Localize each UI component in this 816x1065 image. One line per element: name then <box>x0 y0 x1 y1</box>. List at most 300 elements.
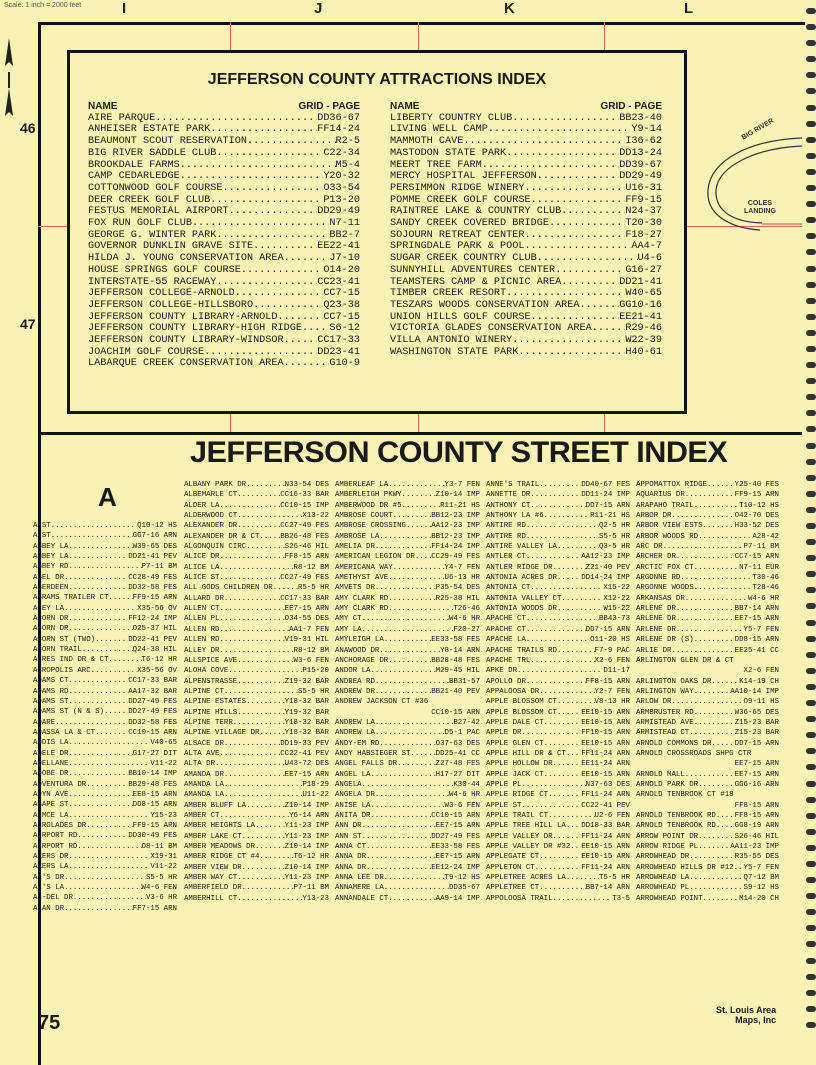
leader-dots <box>694 563 739 573</box>
leader-dots <box>64 883 141 893</box>
binding-ring <box>806 137 816 143</box>
entry-grid-ref: Y18-32 BAR <box>284 729 329 738</box>
index-entry <box>88 148 360 160</box>
entry-name: A ST <box>33 522 51 530</box>
index-entry <box>335 894 480 904</box>
index-entry <box>184 759 329 769</box>
entry-grid-ref: P18-29 <box>302 780 329 789</box>
index-entry <box>390 347 662 359</box>
entry-grid-ref: T26-46 <box>453 605 480 614</box>
index-entry <box>184 490 329 500</box>
leader-dots <box>557 697 595 707</box>
index-entry <box>636 883 779 893</box>
leader-dots <box>555 265 625 277</box>
entry-name: JEFFERSON COLLEGE-HILLSBORO <box>88 299 254 311</box>
entry-grid-ref: G10-9 <box>329 358 360 370</box>
entry-name: APPLE JACK CT <box>486 770 544 779</box>
entry-grid-ref: FF11-24 ARN <box>581 791 630 800</box>
entry-name: ARGONNE WOODS <box>636 584 694 593</box>
entry-grid-ref: BB23-40 <box>619 112 662 124</box>
entry-grid-ref: FF7-15 ARN <box>132 904 177 913</box>
leader-dots <box>68 769 128 779</box>
leader-dots <box>525 183 626 195</box>
index-entry <box>184 801 329 811</box>
entry-grid-ref: EE33-58 FES <box>431 843 480 852</box>
entry-name: POMME CREEK GOLF COURSE <box>390 194 531 206</box>
entry-name: ARLINGTON OAKS DR <box>636 677 712 686</box>
entry-grid-ref: EE22-41 <box>317 241 360 253</box>
leader-dots <box>366 842 431 852</box>
entry-grid-ref: P15-20 <box>302 667 329 676</box>
binding-ring <box>806 282 816 288</box>
entry-name: APACHE LA <box>486 636 526 645</box>
entry-name: APPALOOSA DR <box>486 687 540 696</box>
index-entry <box>33 862 177 872</box>
leader-dots <box>671 697 743 707</box>
entry-name: ANNE'S TRAIL <box>486 481 540 489</box>
leader-dots <box>397 759 436 769</box>
leader-dots <box>246 697 285 707</box>
index-entry <box>390 218 662 230</box>
publisher-credit: St. Louis Area Maps, Inc <box>716 1005 777 1025</box>
entry-grid-ref: FF9-15 <box>625 194 662 206</box>
binding-ring <box>806 829 816 835</box>
entry-grid-ref: Y11-23 IMP <box>284 832 329 841</box>
entry-name: VILLA ANTONIO WINERY <box>390 335 513 347</box>
entry-grid-ref: CC17-33 <box>317 335 360 347</box>
entry-name: ARLENE DR <box>636 605 676 614</box>
leader-dots <box>393 511 432 521</box>
entry-grid-ref: AA12-23 IMP <box>581 553 630 562</box>
entry-grid-ref: DD36-67 <box>317 112 360 124</box>
entry-name: ANNA DR <box>335 853 367 862</box>
entry-grid-ref: O33-54 <box>323 182 360 194</box>
leader-dots <box>388 594 435 604</box>
leader-dots <box>284 253 330 265</box>
entry-name: ALLARD DR <box>184 594 224 603</box>
index-entry <box>390 230 662 242</box>
entry-grid-ref: R11-21 HS <box>590 512 630 521</box>
leader-dots <box>68 552 128 562</box>
index-entry <box>335 883 480 893</box>
entry-grid-ref: O37-63 DES <box>435 739 480 748</box>
entry-name: MERCY HOSPITAL JEFFERSON <box>390 171 537 183</box>
entry-name: FESTUS MEMORIAL AIRPORT <box>88 206 229 218</box>
entry-grid-ref: X15-22 <box>603 584 630 593</box>
entry-name: ANTONIA CT <box>486 584 531 593</box>
entry-grid-ref: F7-9 PAC <box>594 646 630 655</box>
index-entry <box>88 136 360 148</box>
entry-name: ANTIRE VALLEY LA <box>486 543 557 552</box>
entry-grid-ref: GG6-16 ARN <box>734 780 779 789</box>
entry-name: ARMISTEAD AVE <box>636 718 694 727</box>
leader-dots <box>64 873 146 883</box>
entry-grid-ref: N33-54 DES <box>284 481 329 489</box>
leader-dots <box>537 253 638 265</box>
index-entry <box>486 604 630 614</box>
index-entry <box>335 863 480 873</box>
entry-name: ANTLER CT <box>486 553 526 562</box>
leader-dots <box>549 218 625 230</box>
grid-column-letter: L <box>684 0 694 17</box>
entry-grid-ref: O8-11 BM <box>141 842 177 851</box>
entry-name: ABBEY RD <box>33 563 69 572</box>
entry-grid-ref: T30-46 <box>752 574 779 583</box>
leader-dots <box>703 521 735 531</box>
entry-name: ANISE LA <box>335 801 371 810</box>
index-entry <box>184 573 329 583</box>
entry-grid-ref: GG7-16 ARN <box>132 532 177 541</box>
entry-grid-ref: EE7-15 ARN <box>284 605 329 614</box>
index-entry <box>88 288 360 300</box>
index-entry <box>335 635 480 645</box>
entry-name: AMBER HEIGHTS LA <box>184 822 255 831</box>
entry-name: ANN DR <box>335 822 362 831</box>
entry-grid-ref: DD11-24 IMP <box>581 491 630 500</box>
entry-grid-ref: FF9-15 ARN <box>132 594 177 603</box>
leader-dots <box>521 780 585 790</box>
entry-grid-ref: DD27-49 FES <box>431 832 480 841</box>
leader-dots <box>366 863 431 873</box>
leader-dots <box>64 573 128 583</box>
leader-dots <box>526 614 599 624</box>
entry-name: ALGONQUIN CIRC <box>184 543 247 552</box>
leader-dots <box>255 821 285 831</box>
entry-grid-ref: CC7-15 <box>323 311 360 323</box>
entry-name: AIRGLADES DR <box>33 821 87 830</box>
entry-name: RAINTREE LAKE & COUNTRY CLUB <box>390 206 562 218</box>
leader-dots <box>521 728 581 738</box>
leader-dots <box>393 563 445 573</box>
index-entry <box>636 501 779 511</box>
index-entry <box>335 852 480 862</box>
entry-name: ANCHORAGE DR <box>335 656 389 665</box>
index-entry <box>390 323 662 335</box>
entry-grid-ref: DD29-49 <box>619 171 662 183</box>
entry-grid-ref: T6-12 HR <box>141 656 177 665</box>
binding-ring <box>806 652 816 658</box>
entry-name: ADYN AVE <box>33 790 69 799</box>
name-header: NAME <box>88 101 118 112</box>
leader-dots <box>335 708 431 718</box>
entry-grid-ref: C22-34 <box>323 147 360 159</box>
entry-grid-ref: BB43-73 <box>598 615 630 624</box>
index-entry <box>335 821 480 831</box>
entry-name: ARROW POINT DR <box>636 832 699 841</box>
entry-grid-ref: W4-6 FEN <box>141 884 177 893</box>
index-entry <box>636 842 779 852</box>
entry-grid-ref: S26-46 HIL <box>734 832 779 841</box>
leader-dots <box>77 842 141 852</box>
leader-dots <box>273 583 298 593</box>
index-entry <box>335 625 480 635</box>
entry-grid-ref: CC27-49 FES <box>280 574 329 583</box>
index-entry <box>184 821 329 831</box>
entry-grid-ref: S26-46 HIL <box>284 543 329 552</box>
entry-grid-ref: Y20-32 <box>323 171 360 183</box>
entry-name: APPLE TREE HILL LA <box>486 822 566 831</box>
index-entry <box>486 790 630 800</box>
entry-name: SOJOURN RETREAT CENTER <box>390 229 525 241</box>
binding-ring <box>806 105 816 111</box>
index-entry <box>486 780 630 790</box>
index-entry <box>390 206 662 218</box>
index-entry <box>486 739 630 749</box>
entry-grid-ref: Q23-38 <box>323 299 360 311</box>
index-entry <box>486 511 630 521</box>
entry-grid-ref: Y18-32 BAR <box>284 718 329 727</box>
index-entry <box>636 677 779 687</box>
index-entry <box>184 708 329 718</box>
leader-dots <box>224 780 302 790</box>
entry-grid-ref: H17-27 DIT <box>435 770 480 779</box>
entry-name: AMBER MEADOWS DR <box>184 843 255 852</box>
entry-grid-ref: Y4-7 FEN <box>444 563 480 572</box>
leader-dots <box>82 645 133 655</box>
index-entry <box>486 728 630 738</box>
leader-dots <box>370 801 444 811</box>
leader-dots <box>548 811 594 821</box>
entry-grid-ref: U2-6 FEN <box>594 812 630 820</box>
entry-name: APPLE ST <box>486 801 522 810</box>
index-entry <box>486 801 630 811</box>
entry-name: PERSIMMON RIDGE WINERY <box>390 182 525 194</box>
leader-dots <box>531 195 626 207</box>
entry-grid-ref: H40-61 <box>625 346 662 358</box>
entry-grid-ref: S6-12 <box>329 323 360 335</box>
index-entry <box>486 770 630 780</box>
leader-dots <box>689 873 743 883</box>
entry-grid-ref: DD22-41 PEV <box>128 635 177 644</box>
entry-grid-ref: O42-70 DES <box>734 512 779 521</box>
entry-name: ARROWHEAD DR <box>636 853 690 862</box>
entry-grid-ref: W15-22 <box>603 605 630 614</box>
index-entry <box>33 552 177 562</box>
entry-grid-ref: AA12-23 IMP <box>431 522 480 531</box>
index-entry <box>636 604 779 614</box>
leader-dots <box>379 646 440 656</box>
entry-grid-ref: Z10-14 IMP <box>284 863 329 872</box>
index-entry <box>390 183 662 195</box>
entry-name: AMBROSE LA <box>335 532 380 541</box>
entry-name: COTTONWOOD GOLF COURSE <box>88 182 223 194</box>
entry-grid-ref: Y9-14 <box>631 124 662 136</box>
leader-dots <box>68 542 132 552</box>
index-entry <box>184 811 329 821</box>
leader-dots <box>698 532 752 542</box>
leader-dots <box>233 718 285 728</box>
entry-name: ARBOR DR <box>636 512 672 521</box>
index-entry <box>636 563 779 573</box>
entry-name: AMETHYST AVE <box>335 574 389 583</box>
entry-name: APPLE RIDGE CT <box>486 791 549 800</box>
leader-dots <box>108 593 132 603</box>
entry-name: ARBOR VIEW ESTS <box>636 522 703 531</box>
entry-name: MAMMOTH CAVE <box>390 136 464 148</box>
leader-dots <box>553 832 582 842</box>
entry-name: ADOBE DR <box>33 770 69 779</box>
entry-name: ARNOLD COMMONS DR <box>636 739 712 748</box>
leader-dots <box>259 532 280 542</box>
index-entry <box>184 521 329 531</box>
entry-grid-ref: BB12-23 IMP <box>431 512 480 521</box>
entry-grid-ref: EE10-15 ARN <box>581 708 630 717</box>
index-entry <box>184 583 329 593</box>
index-entry <box>184 718 329 728</box>
leader-dots <box>210 195 323 207</box>
entry-name: VICTORIA GLADES CONSERVATION AREA <box>390 323 592 335</box>
leader-dots <box>375 687 431 697</box>
leader-dots <box>253 241 317 253</box>
entry-grid-ref: O9-11 HS <box>743 698 779 707</box>
entry-name: AMBROSE CROSSING <box>335 522 406 531</box>
entry-name: ARROW RIDGE PL <box>636 843 699 852</box>
entry-grid-ref: Y6-14 ARN <box>289 812 329 820</box>
leader-dots <box>219 573 280 583</box>
entry-grid-ref: DD30-49 FES <box>128 832 177 841</box>
entry-grid-ref: Q2-5 HR <box>598 522 630 531</box>
entry-name: ARBOR WOODS RD <box>636 532 699 541</box>
index-entry <box>184 770 329 780</box>
binding-ring <box>806 845 816 851</box>
entry-name: AMYLEIGH LA <box>335 636 384 645</box>
entry-grid-ref: FF8-15 ARN <box>734 812 779 820</box>
entry-name: ARCTIC FOX CT <box>636 563 694 572</box>
binding-ring <box>806 507 816 513</box>
leader-dots <box>375 728 445 738</box>
index-entry <box>636 821 779 831</box>
entry-grid-ref: Q7-12 BM <box>743 874 779 883</box>
index-entry <box>335 790 480 800</box>
entry-name: ACORN DR <box>33 625 69 634</box>
index-entry <box>88 230 360 242</box>
entry-name: ALPINE HILLS <box>184 708 238 717</box>
entry-grid-ref: CC22-41 PEV <box>581 801 630 810</box>
entry-grid-ref: X2-6 FEN <box>594 656 630 665</box>
leader-dots <box>402 501 441 511</box>
leader-dots <box>703 894 740 904</box>
leader-dots <box>530 501 585 511</box>
entry-grid-ref: Y8-14 ARN <box>440 646 480 655</box>
entry-grid-ref: Z10-14 IMP <box>284 801 329 810</box>
entry-grid-ref: CC10-15 ARN <box>431 812 480 820</box>
binding-ring <box>806 555 816 561</box>
index-entry <box>335 646 480 656</box>
entry-grid-ref: U6-13 HR <box>444 574 480 583</box>
entry-grid-ref: F20-27 <box>453 625 480 634</box>
binding-ring <box>806 909 816 915</box>
street-column-3 <box>335 480 480 904</box>
index-entry <box>335 480 480 490</box>
entry-grid-ref: F18-27 <box>625 229 662 241</box>
entry-grid-ref: R11-21 HS <box>440 501 480 510</box>
index-entry <box>486 894 630 904</box>
entry-name: INTERSTATE-55 RACEWAY <box>88 276 217 288</box>
entry-name: ALBANY PARK DR <box>184 481 247 489</box>
entry-name: ALPINE CT <box>184 687 224 696</box>
entry-grid-ref: U43-72 DES <box>284 760 329 769</box>
leader-dots <box>561 206 625 218</box>
index-entry <box>335 687 480 697</box>
entry-grid-ref: R25-38 HIL <box>435 594 480 603</box>
entry-name: AGAPE ST <box>33 801 69 810</box>
entry-name: ANN ST <box>335 832 362 841</box>
entry-name: ANGEL FALLS DR <box>335 760 398 769</box>
leader-dots <box>517 666 603 676</box>
index-entry <box>636 687 779 697</box>
entry-name: AMBER WAY CT <box>184 874 238 883</box>
leader-dots <box>698 780 735 790</box>
entry-grid-ref: DD13-24 <box>619 147 662 159</box>
entry-grid-ref: AA1-7 FEN <box>289 625 329 634</box>
index-entry <box>335 873 480 883</box>
entry-name: APACHE TRAILS RD <box>486 646 557 655</box>
leader-dots <box>51 531 133 541</box>
entry-name: AMANDA DR <box>184 770 224 779</box>
entry-name: ABEL DR <box>33 573 65 582</box>
entry-grid-ref: CC7-15 ARN <box>734 553 779 562</box>
entry-grid-ref: P7-11 BM <box>743 543 779 552</box>
entry-grid-ref: DD29-49 <box>317 206 360 218</box>
index-entry <box>390 277 662 289</box>
index-entry <box>33 842 177 852</box>
entry-grid-ref: FF9-15 ARN <box>734 491 779 500</box>
entry-grid-ref: Y19-32 BAR <box>284 708 329 717</box>
leader-dots <box>302 323 329 335</box>
entry-name: MASTODON STATE PARK <box>390 147 507 159</box>
binding-ring <box>806 668 816 674</box>
index-entry <box>486 656 630 666</box>
entry-name: ANGELA DR <box>335 791 375 800</box>
index-entry <box>184 842 329 852</box>
index-entry <box>88 218 360 230</box>
leader-dots <box>671 511 734 521</box>
entry-grid-ref: V11-22 <box>150 863 177 872</box>
index-entry <box>636 863 779 873</box>
index-entry <box>33 780 177 790</box>
index-entry <box>390 124 662 136</box>
entry-name: ABBEY LA <box>33 553 69 562</box>
entry-name: APACHE TRL <box>486 656 531 665</box>
entry-name: AMBERLEIGH PKWY <box>335 491 402 500</box>
index-entry <box>184 614 329 624</box>
index-entry <box>636 635 779 645</box>
entry-name: ABBEY LA <box>33 542 69 551</box>
entry-name: ARNOLD TENBROOK CT #18 <box>636 791 734 800</box>
leader-dots <box>219 635 284 645</box>
entry-grid-ref: Y18-32 BAR <box>284 698 329 707</box>
binding-ring <box>806 700 816 706</box>
binding-ring <box>806 185 816 191</box>
entry-name: APKE DR <box>486 667 518 676</box>
index-entry <box>390 171 662 183</box>
entry-name: TESZARS WOODS CONSERVATION AREA <box>390 299 580 311</box>
binding-ring <box>806 813 816 819</box>
entry-grid-ref: V11-22 <box>150 759 177 768</box>
leader-dots <box>362 625 454 635</box>
leader-dots <box>694 583 753 593</box>
leader-dots <box>512 113 619 125</box>
entry-name: ANDY-EM RD <box>335 739 380 748</box>
entry-name: AIMCE LA <box>33 811 69 820</box>
north-arrow-icon <box>4 38 14 118</box>
index-entry <box>486 708 630 718</box>
binding-ring <box>806 394 816 400</box>
index-entry <box>184 863 329 873</box>
leader-dots <box>246 480 285 490</box>
entry-grid-ref: DD39-67 <box>619 159 662 171</box>
entry-name: ARLIE DR <box>636 646 672 655</box>
